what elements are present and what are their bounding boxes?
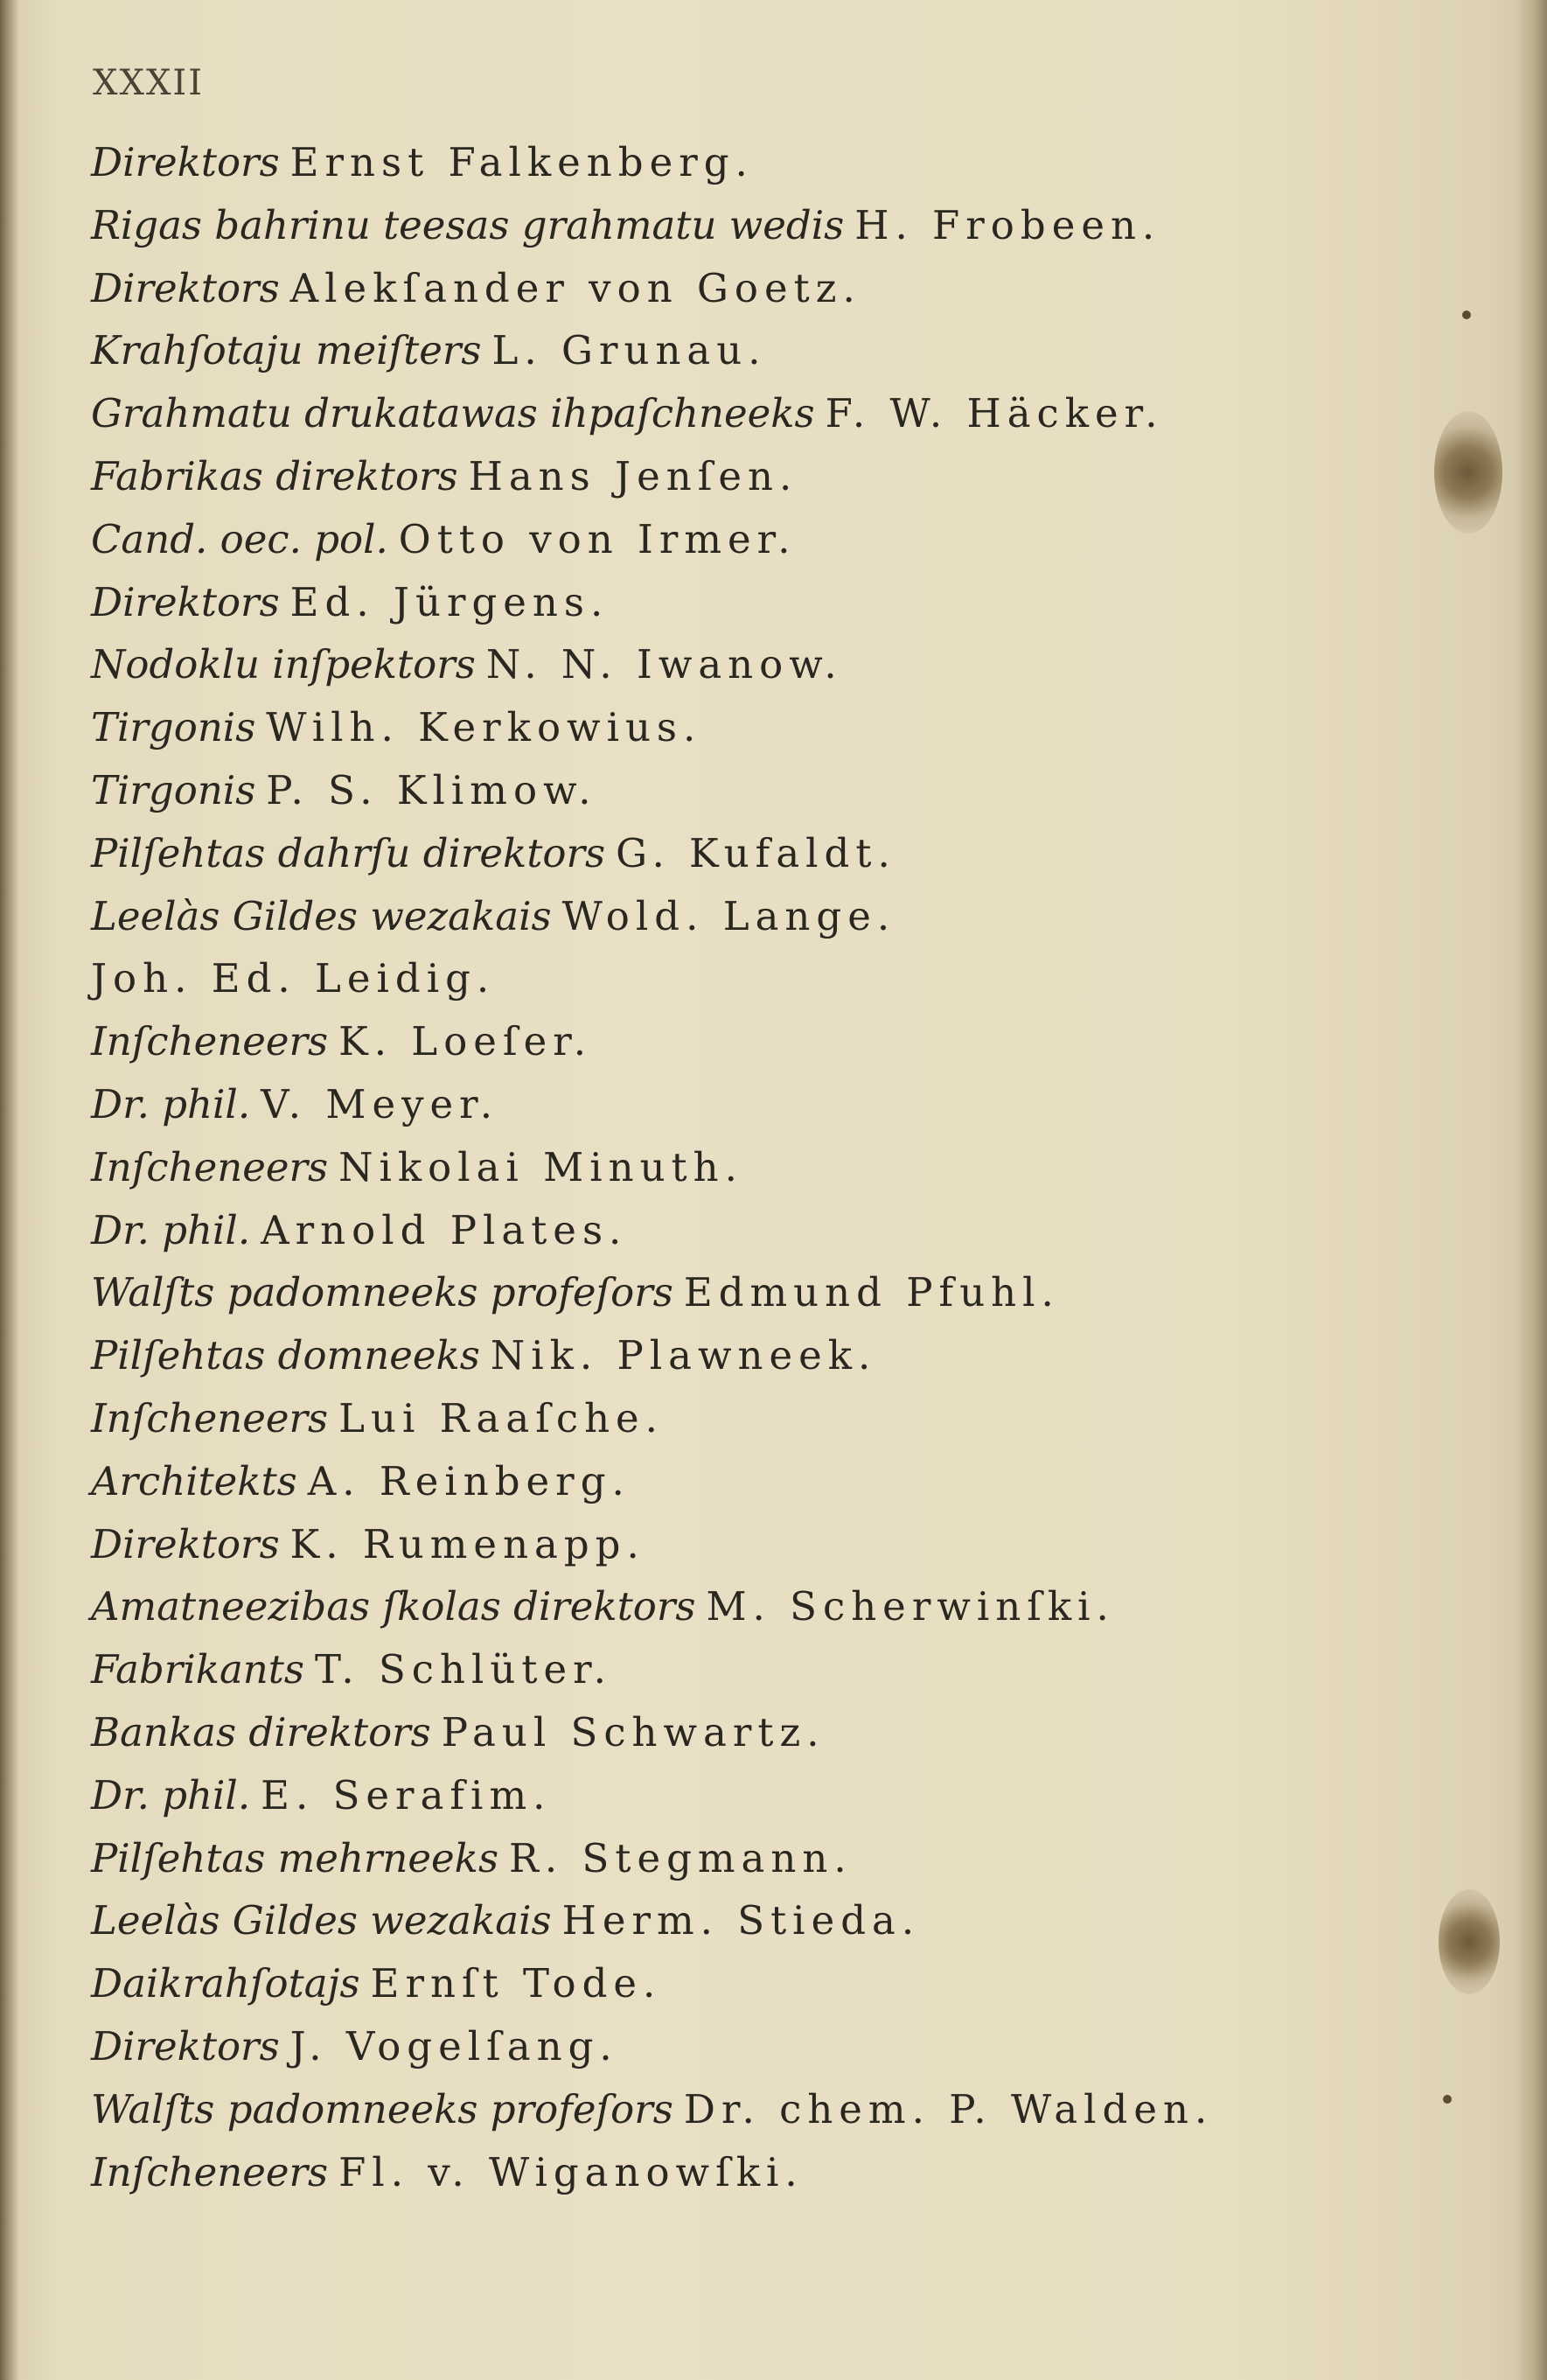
list-item [91,1324,1455,1387]
list-item [91,1450,1455,1513]
member-name: Wold. Lange. [561,892,896,939]
member-title: Dr. phil. [91,1080,251,1127]
list-item [91,508,1455,571]
list-item [91,131,1455,194]
member-title: Direktors [91,1520,280,1567]
member-name: Paul Schwartz. [441,1708,826,1755]
list-item [91,1387,1455,1450]
list-item [91,2078,1455,2141]
member-name: Fl. v. Wiganowſki. [338,2148,804,2195]
member-title: Inſcheneers [91,2148,329,2195]
list-item [91,947,1455,1010]
member-title: Direktors [91,2022,280,2069]
member-name: H. Frobeen. [854,201,1161,248]
list-item [91,319,1455,382]
member-name: Herm. Stieda. [561,1897,921,1944]
list-item [91,1010,1455,1073]
list-item [91,1261,1455,1324]
member-list [91,131,1455,2203]
member-name: Otto von Irmer. [398,515,797,562]
member-name: Wilh. Kerkowius. [266,704,702,751]
member-name: M. Scherwinſki. [706,1583,1115,1630]
member-title: Amatneezibas ſkolas direktors [91,1583,696,1630]
list-item [91,571,1455,634]
member-title: Fabrikas direktors [91,452,458,499]
member-name: A. Reinberg. [307,1457,631,1504]
member-title: Tirgonis [91,766,256,813]
member-title: Pilſehtas domneeks [91,1332,480,1379]
member-title: Leelàs Gildes wezakais [91,1897,552,1944]
member-name: L. Grunau. [491,327,767,374]
list-item [91,2015,1455,2078]
page-number: XXXII [93,63,205,103]
member-title: Rigas bahrinu teesas grahmatu wedis [91,201,845,248]
member-name: Nik. Plawneek. [490,1332,877,1379]
list-item [91,1638,1455,1701]
member-title: Pilſehtas dahrſu direktors [91,829,606,876]
member-name: T. Schlüter. [314,1646,612,1693]
list-item [91,1136,1455,1199]
member-title: Nodoklu inſpektors [91,641,476,688]
member-title: Inſcheneers [91,1394,329,1441]
member-name: Arnold Plates. [261,1206,628,1253]
member-name: Joh. Ed. Leidig. [91,955,496,1002]
member-name: Edmund Pfuhl. [683,1269,1060,1316]
page-right-edge [1516,0,1547,2380]
list-item [91,445,1455,508]
member-title: Walſts padomneeks profeſors [91,1269,673,1316]
member-name: Ernst Falkenberg. [289,139,754,185]
member-title: Dr. phil. [91,1771,251,1818]
member-name: Ernſt Tode. [370,1960,662,2007]
member-name: R. Stegmann. [509,1834,853,1881]
list-item [91,382,1455,445]
list-item [91,194,1455,257]
member-name: K. Rumenapp. [289,1520,645,1567]
member-name: J. Vogelſang. [289,2022,618,2069]
member-title: Daikrahſotajs [91,1960,360,2007]
member-title: Inſcheneers [91,1018,329,1065]
member-name: Hans Jenſen. [468,452,798,499]
member-title: Direktors [91,578,280,625]
member-title: Direktors [91,139,280,185]
member-title: Inſcheneers [91,1143,329,1190]
list-item [91,1889,1455,1952]
member-name: V. Meyer. [261,1080,499,1127]
member-title: Walſts padomneeks profeſors [91,2085,673,2132]
list-item [91,759,1455,822]
member-name: Nikolai Minuth. [338,1143,743,1190]
list-item [91,2141,1455,2204]
member-title: Leelàs Gildes wezakais [91,892,552,939]
member-name: E. Serafim. [261,1771,552,1818]
member-name: K. Loeſer. [338,1018,593,1065]
list-item [91,696,1455,759]
member-name: Ed. Jürgens. [289,578,610,625]
list-item [91,1827,1455,1890]
member-title: Tirgonis [91,704,256,751]
member-name: Alekſander von Goetz. [289,264,861,311]
member-title: Grahmatu drukatawas ihpaſchneeks [91,390,815,437]
page-left-edge [0,0,19,2380]
member-name: P. S. Klimow. [266,766,597,813]
member-name: F. W. Häcker. [825,390,1164,437]
paper-speck [1462,311,1471,319]
member-title: Architekts [91,1457,297,1504]
list-item [91,1073,1455,1136]
member-name: Lui Raaſche. [338,1394,664,1441]
list-item [91,885,1455,948]
member-title: Direktors [91,264,280,311]
list-item [91,822,1455,885]
member-title: Fabrikants [91,1646,304,1693]
member-title: Krahſotaju meiſters [91,327,482,374]
list-item [91,1513,1455,1576]
list-item [91,257,1455,320]
member-name: G. Kufaldt. [616,829,896,876]
member-title: Cand. oec. pol. [91,515,388,562]
member-title: Bankas direktors [91,1708,431,1755]
list-item [91,633,1455,696]
list-item [91,1199,1455,1262]
list-item [91,1701,1455,1764]
member-title: Pilſehtas mehrneeks [91,1834,499,1881]
member-name: Dr. chem. P. Walden. [683,2085,1214,2132]
member-name: N. N. Iwanow. [485,641,843,688]
member-title: Dr. phil. [91,1206,251,1253]
list-item [91,1952,1455,2015]
list-item [91,1764,1455,1827]
list-item [91,1575,1455,1638]
